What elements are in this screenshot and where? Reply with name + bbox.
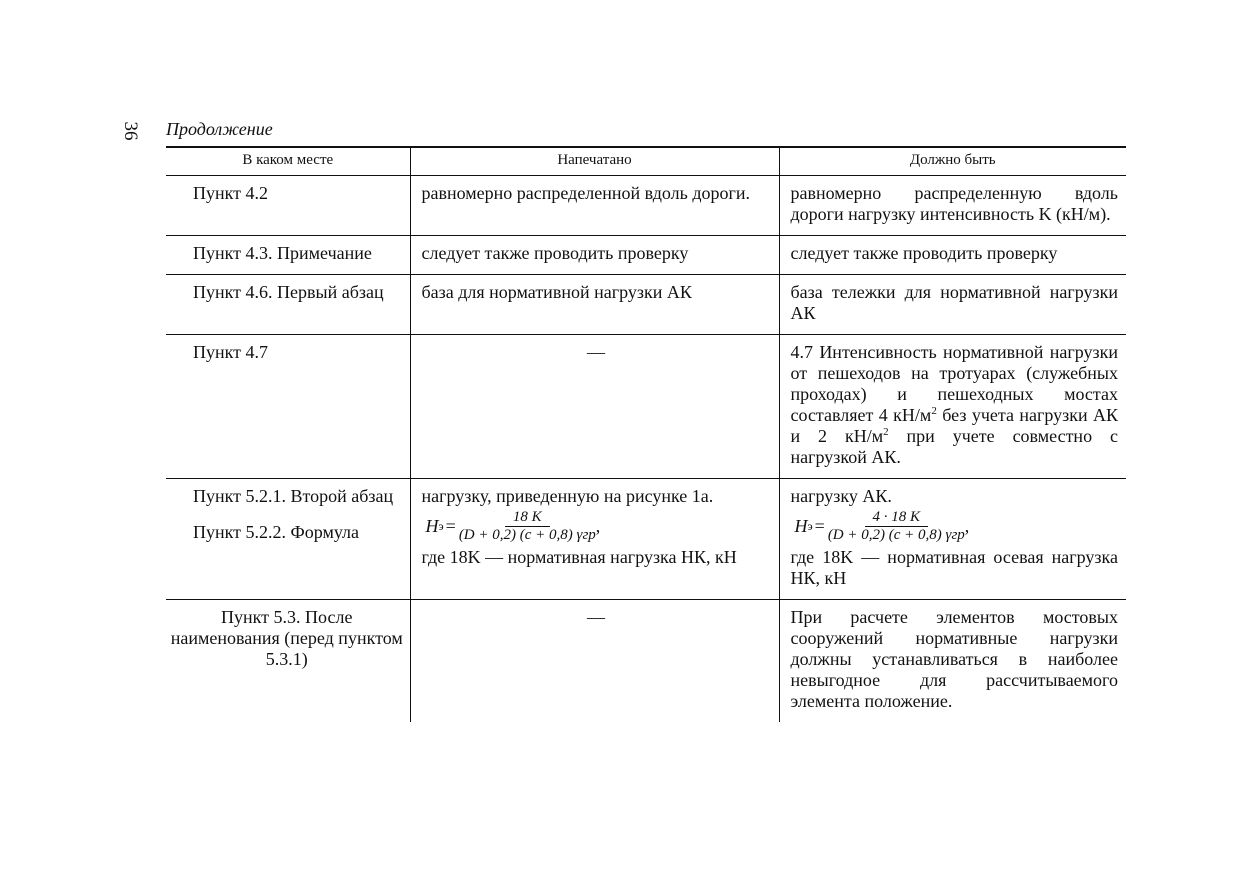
- cell-correct: [779, 335, 1126, 479]
- formula-comma: ,: [964, 516, 970, 536]
- printed-text: нагрузку, приведенную на рисунке 1а.: [421, 486, 714, 506]
- cell-place: Пункт 4.2: [166, 176, 410, 236]
- cell-place: Пункт 4.7: [166, 335, 410, 479]
- superscript: 2: [931, 405, 937, 417]
- correct-text: нагрузку АК.: [790, 486, 892, 506]
- formula-lhs: H: [425, 516, 439, 536]
- place-line: Пункт 5.2.2. Формула: [193, 522, 360, 542]
- correct-text-part: без учета нагрузки АК и 2 кН/м: [790, 405, 1118, 446]
- continued-label: Продолжение: [166, 119, 273, 139]
- header-correct: Должно быть: [779, 147, 1126, 176]
- correct-text: где 18K — нормативная осевая нагрузка НК, кН: [790, 547, 1118, 588]
- header-place: В каком месте: [166, 147, 410, 176]
- table-row: [166, 335, 1126, 479]
- cell-correct: следует также проводить проверку: [779, 236, 1126, 275]
- table-row: [166, 479, 1126, 600]
- table-row: [166, 600, 1126, 723]
- formula-fraction: [828, 509, 965, 544]
- formula-equals: =: [445, 516, 456, 536]
- table-row: [166, 236, 1126, 275]
- formula-equals: =: [814, 516, 825, 536]
- correct-text-part: 4.7 Интенсивность нормативной нагрузки от пешеходов на тротуарах (служебных проходах) и пешеходных мостах составляет 4 кН/м: [790, 342, 1118, 425]
- cell-correct: [779, 479, 1126, 600]
- superscript: 2: [883, 426, 889, 438]
- formula-denominator: (D + 0,2) (c + 0,8) γгр: [458, 527, 596, 543]
- printed-text: где 18K — нормативная нагрузка НК, кН: [421, 547, 737, 567]
- cell-printed: —: [410, 600, 779, 723]
- cell-place: Пункт 4.6. Первый абзац: [166, 275, 410, 335]
- cell-place: [166, 479, 410, 600]
- formula-subscript: э: [807, 519, 813, 533]
- table-row: [166, 176, 1126, 236]
- formula-subscript: э: [438, 519, 444, 533]
- cell-printed: [410, 479, 779, 600]
- cell-correct: равномерно распределенную вдоль дороги нагрузку интенсивность K (кН/м).: [779, 176, 1126, 236]
- correct-text-part: при учете совместно с нагрузкой АК.: [790, 426, 1118, 467]
- table-header-row: [166, 147, 1126, 176]
- formula-printed: [426, 509, 771, 544]
- place-line: Пункт 5.2.1. Второй абзац: [193, 486, 394, 506]
- cell-printed: —: [410, 335, 779, 479]
- cell-correct: база тележки для нормативной нагрузки АК: [779, 275, 1126, 335]
- cell-printed: следует также проводить проверку: [410, 236, 779, 275]
- formula-denominator: (D + 0,2) (c + 0,8) γгр: [827, 527, 965, 543]
- corrections-table: [166, 146, 1126, 722]
- formula-numerator: 18 K: [505, 509, 550, 527]
- cell-place: Пункт 5.3. После наименования (перед пунктом 5.3.1): [170, 607, 403, 669]
- formula-lhs: H: [794, 516, 808, 536]
- cell-correct: При расчете элементов мостовых сооружений нормативные нагрузки должны устанавливаться в наиболее невыгодное для рассчитываемого элемента положение.: [779, 600, 1126, 723]
- table-row: [166, 275, 1126, 335]
- formula-correct: [795, 509, 1119, 544]
- header-printed: Напечатано: [410, 147, 779, 176]
- cell-place: Пункт 4.3. Примечание: [166, 236, 410, 275]
- cell-printed: база для нормативной нагрузки АК: [410, 275, 779, 335]
- formula-numerator: 4 · 18 K: [865, 509, 929, 527]
- formula-comma: ,: [595, 516, 601, 536]
- cell-printed: равномерно распределенной вдоль дороги.: [410, 176, 779, 236]
- formula-fraction: [459, 509, 596, 544]
- page-number: 36: [120, 121, 141, 141]
